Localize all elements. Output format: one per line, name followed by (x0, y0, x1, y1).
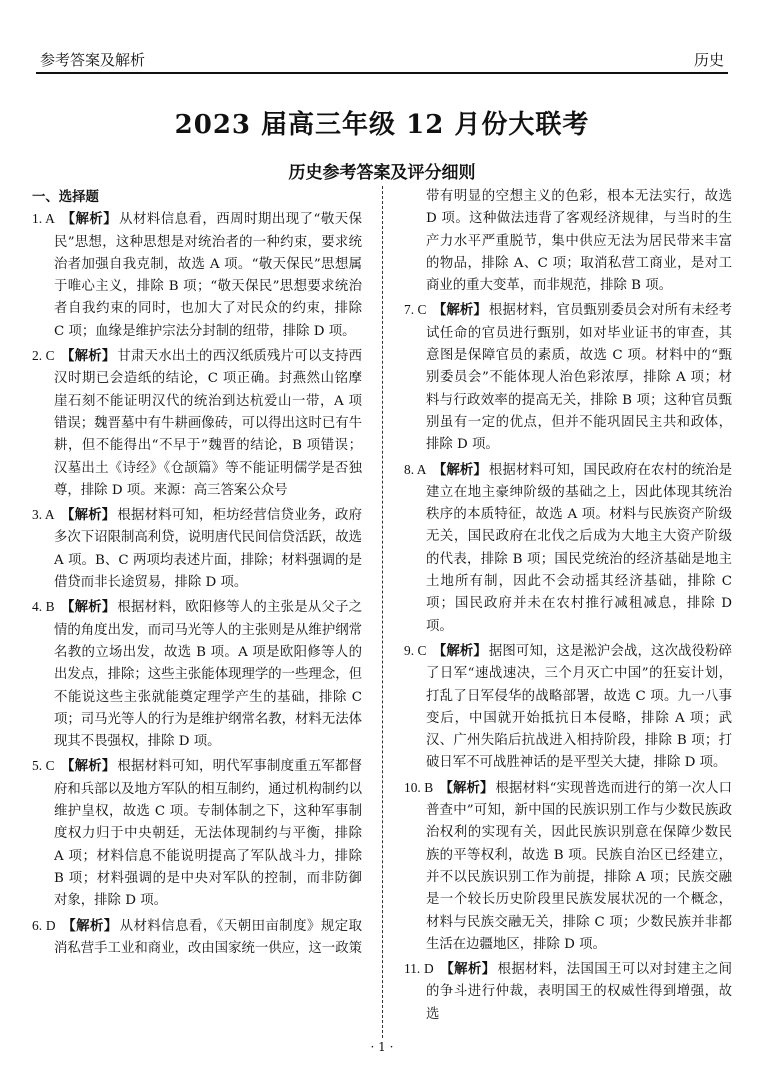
answer-number: 10. B (404, 779, 434, 795)
analysis-tag: 【解析】 (439, 779, 494, 796)
answer-item (32, 755, 362, 912)
left-column (32, 186, 362, 962)
analysis-tag: 【解析】 (61, 211, 118, 228)
analysis-tag: 【解析】 (61, 758, 116, 775)
answer-item (404, 640, 732, 775)
answer-item (32, 504, 362, 594)
answer-text: 从材料信息看，西周时期出现了“敬天保民”思想，这种思想是对统治者的一种约束，要求统治者加强自我克制，故选 A 项。“敬天保民”思想属于唯心主义，排除 B 项；“敬天保民”思想要求统治者自我约束的同时，也加大了对民众的约束，排除 C 项；血缘是维护宗法分封制的纽带，排除 D 项。 (54, 212, 362, 339)
answer-number: 4. B (32, 599, 55, 615)
answer-text: 甘肃天水出土的西汉纸质残片可以支持西汉时期已会造纸的结论，C 项正确。封燕然山铭摩崖石刻不能证明汉代的统治到达杭爱山一带，A 项错误；魏晋墓中有牛耕画像砖，可以得出这时已有牛耕，但不能得出“不早于”魏晋的结论，B 项错误；汉墓出土《诗经》《仓颉篇》等不能证明儒学是否独尊，排除 D 项。来源：高三答案公众号 (54, 349, 363, 498)
answer-item (32, 915, 362, 961)
answer-text: 从材料信息看，《天朝田亩制度》规定取消私营手工业和商业，改由国家统一供应，这一政策 (54, 918, 362, 956)
header-right-subject: 历史 (693, 51, 724, 69)
answer-item (404, 186, 732, 297)
answer-text: 据图可知，这是淞沪会战，这次战役粉碎了日军“速战速决，三个月灭亡中国”的狂妄计划，打乱了日军侵华的战略部署，故选 C 项。九一八事变后，中国就开始抵抗日本侵略，排除 A 项；武汉、广州失陷后抗战进入相持阶段，排除 B 项；打破日军不可战胜神话的是平型关大捷，排除 D 项。 (426, 643, 733, 771)
column-divider (382, 186, 383, 1038)
answer-item (404, 958, 732, 1026)
answer-number: 6. D (32, 917, 56, 933)
analysis-tag: 【解析】 (432, 302, 487, 319)
analysis-tag: 【解析】 (432, 461, 487, 478)
analysis-tag: 【解析】 (62, 917, 118, 934)
answer-number: 1. A (32, 211, 55, 227)
answer-text: 根据材料，欧阳修等人的主张是从父子之情的角度出发，而司马光等人的主张则是从维护纲常名教的立场出发，故选 B 项。A 项是欧阳修等人的出发点，排除；这些主张能体现理学的一些理念，但不能说这些主张就能奠定理学产生的基础，排除 C 项；司马光等人的行为是维护纲常名教，材料无法体现其不畏强权，排除 D 项。 (54, 600, 363, 750)
page-number: · 1 · (370, 1040, 394, 1054)
answer-item (32, 345, 362, 502)
answer-number: 3. A (32, 507, 55, 523)
answer-number: 9. C (404, 642, 427, 658)
answer-item (404, 777, 732, 956)
analysis-tag: 【解析】 (440, 961, 496, 978)
analysis-tag: 【解析】 (61, 507, 116, 524)
header-rule (36, 72, 728, 74)
answer-number: 8. A (404, 461, 427, 477)
document-subtitle: 历史参考答案及评分细则 (288, 163, 476, 183)
answer-item (404, 299, 732, 456)
answer-text: 根据材料，官员甄别委员会对所有未经考试任命的官员进行甄别，如对毕业证书的审查，其意图是保障官员的素质，故选 C 项。材料中的“甄别委员会”不能体现人治色彩浓厚，排除 A 项；材料与行政效率的提高无关，排除 B 项；这种官员甄别虽有一定的优点，但并不能巩固民主共和政体，排除 D 项。 (426, 303, 733, 453)
analysis-tag: 【解析】 (61, 348, 116, 365)
answer-item (404, 459, 732, 638)
header-left-title: 参考答案及解析 (40, 51, 146, 69)
answer-text: 根据材料可知，明代军事制度重五军都督府和兵部以及地方军队的相互制约，通过机构制约以维护皇权，故选 C 项。专制体制之下，这种军事制度权力归于中央朝廷，无法体现制约与平衡，排除 A 项；材料信息不能说明提高了军队战斗力，排除 B 项；材料强调的是中央对军队的控制，而非防御对象，排除 D 项。 (54, 759, 363, 909)
analysis-tag: 【解析】 (432, 642, 487, 659)
answer-number: 11. D (404, 961, 434, 977)
answer-item (32, 596, 362, 753)
section-title: 一、选择题 (32, 189, 99, 205)
answer-text: 根据材料，法国国王可以对封建主之间的争斗进行仲裁，表明国王的权威性得到增强，故选 (426, 962, 733, 1022)
answer-number: 7. C (404, 302, 427, 318)
analysis-tag: 【解析】 (61, 599, 116, 616)
answer-text: 根据材料“实现普选而进行的第一次人口普查中”可知，新中国的民族识别工作与少数民族政治权利的实现有关，因此民族识别意在保障少数民族的平等权利，故选 B 项。民族自治区已经建立，并不以民族识别工作为前提，排除 A 项；民族交融是一个较长历史阶段里民族发展状况的一个概念，材料与民族交融无关，排除 C 项；少数民族并非都生活在边疆地区，排除 D 项。 (426, 780, 732, 952)
answer-text: 根据材料可知，柜坊经营信贷业务，政府多次下诏限制高利贷，说明唐代民间信贷活跃，故选 A 项。B、C 两项均表述片面，排除；材料强调的是借贷而非长途贸易，排除 D 项。 (54, 508, 362, 591)
answer-item (32, 208, 362, 343)
right-column (404, 186, 732, 1028)
answer-text: 根据材料可知，国民政府在农村的统治是建立在地主豪绅阶级的基础之上，因此体现其统治秩序的本质特征，故选 A 项。材料与民族资产阶级无关，国民政府在北伐之后成为大地主大资产阶级的代表，排除 B 项；国民党统治的经济基础是地主土地所有制，因此不会动摇其经济基础，排除 C 项；国民政府并未在农村推行减租减息，排除 D 项。 (426, 462, 733, 634)
document-title: 2023 届高三年级 12 月份大联考 (174, 110, 590, 140)
answer-text: 带有明显的空想主义的色彩，根本无法实行，故选 D 项。这种做法违背了客观经济规律，与当时的生产力水平严重脱节，集中供应无法为居民带来丰富的物品，排除 A、C 项；取消私营工商业，是对工商业的重大变革，而非规范，排除 B 项。 (426, 189, 732, 294)
answer-number: 5. C (32, 758, 55, 774)
answer-number: 2. C (32, 348, 55, 364)
